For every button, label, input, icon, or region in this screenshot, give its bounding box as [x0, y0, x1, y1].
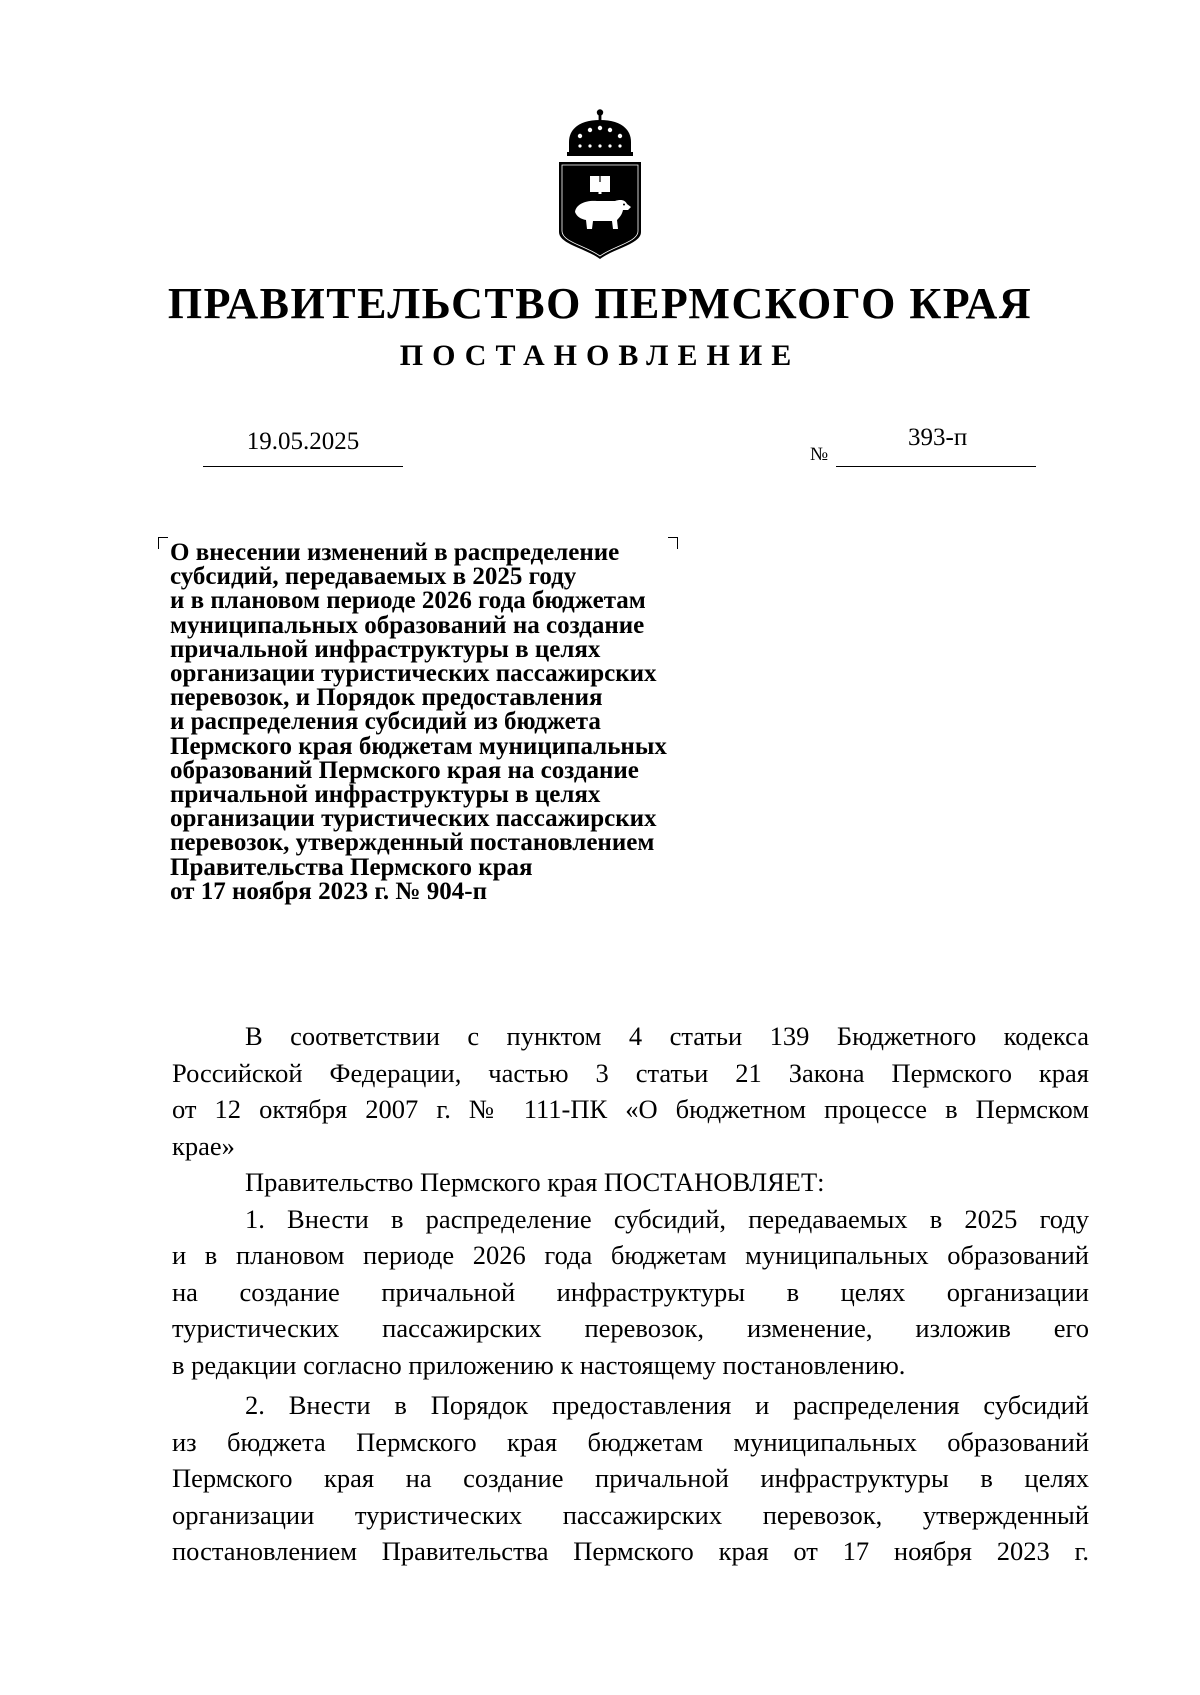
subject-line: и распределения субсидий из бюджета	[170, 708, 601, 736]
document-body	[172, 1018, 1089, 1570]
subject-line: образований Пермского края на создание	[170, 756, 639, 784]
body-line: крае»	[172, 1130, 235, 1161]
subject-line: Правительства Пермского края	[170, 853, 533, 881]
subject-line: муниципальных образований на создание	[170, 611, 645, 639]
body-line: постановлением Правительства Пермского края от 17 ноября 2023 г.	[172, 1536, 1089, 1566]
body-line: Пермского края на создание причальной инфраструктуры в целях	[172, 1463, 1089, 1493]
item-2-paragraph	[172, 1387, 1089, 1570]
body-line: от 12 октября 2007 г. № 111-ПК «О бюджетном процессе в Пермском	[172, 1094, 1089, 1124]
body-line: из бюджета Пермского края бюджетам муниципальных образований	[172, 1426, 1089, 1457]
subject-line: перевозок, утвержденный постановлением	[170, 829, 655, 857]
document-number: 393-п	[908, 424, 968, 451]
subject-line: причальной инфраструктуры в целях	[170, 635, 601, 663]
body-line: Правительство Пермского края ПОСТАНОВЛЯЕТ:	[245, 1167, 825, 1197]
subject-line: перевозок, и Порядок предоставления	[170, 684, 603, 712]
subject-line: и в плановом периоде 2026 года бюджетам	[170, 587, 646, 615]
body-line: в редакции согласно приложению к настоящему постановлению.	[172, 1349, 906, 1380]
body-line: на создание причальной инфраструктуры в целях организации	[172, 1276, 1089, 1307]
document-subject	[170, 541, 750, 904]
subject-line: организации туристических пассажирских	[170, 805, 657, 833]
document-type-title: ПОСТАНОВЛЕНИЕ	[399, 339, 801, 372]
subject-line: субсидий, передаваемых в 2025 году	[170, 563, 577, 591]
body-line: организации туристических пассажирских перевозок, утвержденный	[172, 1499, 1089, 1530]
perm-krai-coat-of-arms-icon	[555, 108, 645, 260]
resolves-paragraph	[172, 1164, 1089, 1201]
document-number-field	[836, 426, 1036, 467]
body-line: 1. Внести в распределение субсидий, передаваемых в 2025 году	[245, 1203, 1089, 1234]
document-date: 19.05.2025	[246, 428, 360, 455]
preamble-paragraph	[172, 1018, 1089, 1164]
subject-line: организации туристических пассажирских	[170, 660, 657, 688]
subject-line: Пермского края бюджетам муниципальных	[170, 732, 667, 760]
body-line: и в плановом периоде 2026 года бюджетам муниципальных образований	[172, 1240, 1089, 1270]
subject-line: О внесении изменений в распределение	[170, 539, 620, 566]
subject-line: от 17 ноября 2023 г. № 904-п	[170, 877, 487, 905]
body-line: Российской Федерации, частью 3 статьи 21 Закона Пермского края	[172, 1057, 1089, 1088]
body-line: туристических пассажирских перевозок, изменение, изложив его	[172, 1313, 1089, 1343]
number-sign: №	[810, 444, 829, 465]
subject-corner-left	[158, 537, 168, 549]
body-line: В соответствии с пунктом 4 статьи 139 Бюджетного кодекса	[245, 1021, 1089, 1051]
organization-title: ПРАВИТЕЛЬСТВО ПЕРМСКОГО КРАЯ	[167, 279, 1033, 328]
item-1-paragraph	[172, 1201, 1089, 1384]
body-line: 2. Внести в Порядок предоставления и распределения субсидий	[245, 1390, 1089, 1420]
document-date-field	[203, 426, 403, 467]
subject-line: причальной инфраструктуры в целях	[170, 781, 601, 809]
